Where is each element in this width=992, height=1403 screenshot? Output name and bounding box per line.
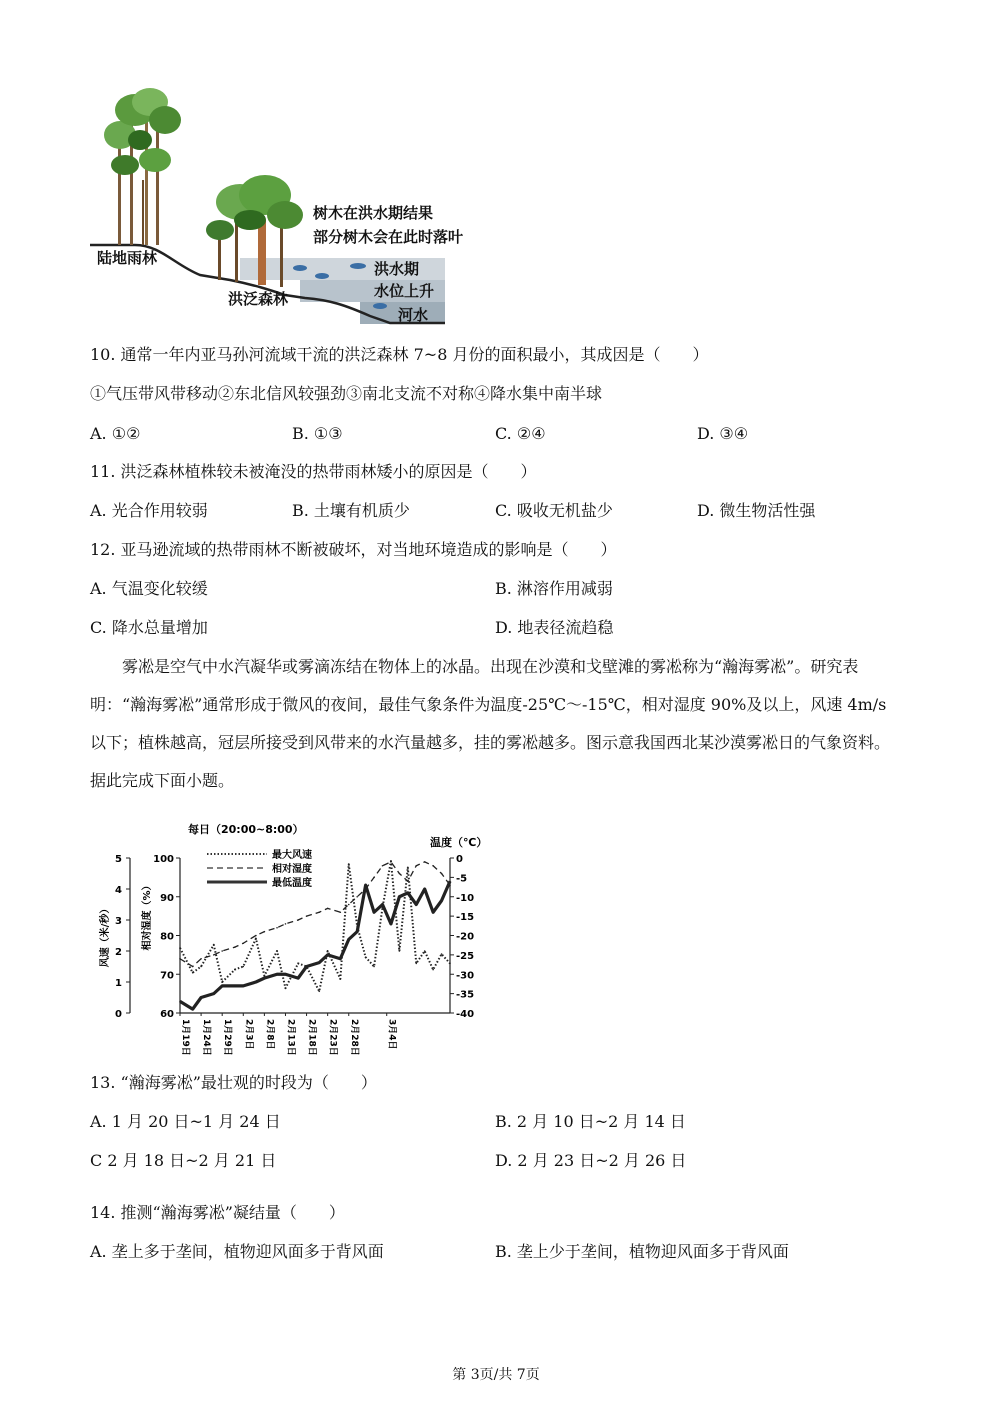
question-14-option-b[interactable]: B. 垄上少于垄间，植物迎风面多于背风面 <box>495 1242 789 1261</box>
data-point <box>255 935 257 937</box>
data-point <box>200 997 202 999</box>
data-point <box>192 966 194 968</box>
data-point <box>356 896 358 898</box>
chart-title: 每日（20:00~8:00） <box>188 823 304 836</box>
data-point <box>407 880 409 882</box>
data-point <box>192 972 194 974</box>
data-point <box>255 938 257 940</box>
temp-tick-label: -15 <box>456 912 475 924</box>
data-point <box>242 985 244 987</box>
data-point <box>382 904 384 906</box>
data-point <box>382 865 384 867</box>
label-fruit-note-2: 部分树木会在此时落叶 <box>313 228 464 246</box>
wind-axis-label: 风速（米/秒） <box>100 903 111 968</box>
question-13-option-b[interactable]: B. 2 月 10 日~2 月 14 日 <box>495 1112 686 1131</box>
data-point <box>415 865 417 867</box>
data-point <box>348 939 350 941</box>
question-13-option-d[interactable]: D. 2 月 23 日~2 月 26 日 <box>495 1151 687 1170</box>
data-point <box>449 880 451 882</box>
humidity-axis-label: 相对湿度（%） <box>142 880 153 951</box>
label-fruit-note-1: 树木在洪水期结果 <box>313 204 434 222</box>
question-11-option-c[interactable]: C. 吸收无机盐少 <box>495 501 613 520</box>
data-point <box>407 892 409 894</box>
question-13-option-a[interactable]: A. 1 月 20 日~1 月 24 日 <box>90 1112 281 1131</box>
temp-tick-label: 0 <box>456 854 463 865</box>
humidity-tick-label: 80 <box>160 931 174 943</box>
wind-tick-label: 4 <box>115 885 122 896</box>
data-point <box>255 981 257 983</box>
data-point <box>200 958 202 960</box>
data-point <box>234 969 236 971</box>
wind-tick-label: 3 <box>115 916 122 927</box>
x-tick-label: 1月19日 <box>180 1019 190 1056</box>
data-point <box>432 865 434 867</box>
question-10-option-a[interactable]: A. ①② <box>90 424 141 443</box>
data-point <box>285 987 287 989</box>
data-point <box>373 911 375 913</box>
data-point <box>327 954 329 956</box>
data-point <box>424 950 426 952</box>
wind-tick-label: 0 <box>115 1009 122 1020</box>
data-point <box>318 962 320 964</box>
data-point <box>179 958 181 960</box>
question-12-option-a[interactable]: A. 气温变化较缓 <box>90 579 208 598</box>
data-point <box>441 900 443 902</box>
data-point <box>356 931 358 933</box>
data-point <box>432 911 434 913</box>
data-point <box>285 973 287 975</box>
legend-label: 最低温度 <box>272 878 312 889</box>
temp-tick-label: -25 <box>456 950 475 962</box>
x-tick-label: 1月29日 <box>222 1019 233 1056</box>
land-rainforest-trees <box>104 88 181 245</box>
temp-tick-label: -35 <box>456 989 475 1001</box>
question-14-stem: 14. 推测“瀚海雾凇”凝结量（ ） <box>90 1203 345 1222</box>
data-point <box>234 985 236 987</box>
data-point <box>221 985 223 987</box>
data-point <box>441 873 443 875</box>
legend-label: 相对湿度 <box>272 864 312 875</box>
data-point <box>297 963 299 965</box>
wind-tick-label: 1 <box>115 978 122 989</box>
question-13-option-c[interactable]: C 2 月 18 日~2 月 21 日 <box>90 1151 277 1170</box>
data-point <box>213 954 215 956</box>
data-point <box>407 867 409 869</box>
question-10-items: ①气压带风带移动②东北信风较强劲③南北支流不对称④降水集中南半球 <box>90 384 603 403</box>
temp-axis-label: 温度（℃） <box>430 836 488 849</box>
data-point <box>318 991 320 993</box>
series-line-temp <box>180 881 450 1009</box>
data-point <box>179 947 181 949</box>
data-point <box>242 942 244 944</box>
data-point <box>297 919 299 921</box>
data-point <box>213 993 215 995</box>
temp-tick-label: -10 <box>456 892 475 904</box>
data-point <box>306 966 308 968</box>
x-tick-label: 1月24日 <box>201 1019 212 1056</box>
question-14-option-a[interactable]: A. 垄上多于垄间，植物迎风面多于背风面 <box>90 1242 384 1261</box>
question-13-stem: 13. “瀚海雾凇”最壮观的时段为（ ） <box>90 1073 377 1092</box>
x-tick-label: 2月23日 <box>327 1019 338 1056</box>
humidity-tick-label: 90 <box>160 892 174 904</box>
data-point <box>221 950 223 952</box>
temp-tick-label: -5 <box>456 873 468 885</box>
page-footer: 第 3页/共 7页 <box>452 1367 540 1383</box>
data-point <box>373 877 375 879</box>
x-tick-label: 3月4日 <box>386 1019 397 1050</box>
data-point <box>242 966 244 968</box>
data-point <box>390 923 392 925</box>
rainforest-figure <box>90 80 500 330</box>
data-point <box>213 944 215 946</box>
label-flood-period: 洪水期 <box>374 260 420 278</box>
legend-label: 最大风速 <box>272 850 312 861</box>
humidity-tick-label: 70 <box>160 970 174 982</box>
data-point <box>318 911 320 913</box>
data-point <box>390 861 392 863</box>
data-point <box>441 953 443 955</box>
question-12-option-c[interactable]: C. 降水总量增加 <box>90 618 208 637</box>
question-12-option-d[interactable]: D. 地表径流趋稳 <box>495 618 614 637</box>
temp-tick-label: -20 <box>456 931 475 943</box>
rime-passage: 雾凇是空气中水汽凝华或雾滴冻结在物体上的冰晶。出现在沙漠和戈壁滩的雾凇称为“瀚海雾凇”。研究表明：“瀚海雾凇”通常形成于微风的夜间，最佳气象条件为温度-25℃～-15℃，相对湿度 90%及以上，风速 4m/s 以下；植株越高，冠层所接受到风带来的水汽量越多，挂的雾凇越多。图示意我国西北某沙漠雾凇日的气象资料。据此完成下面小题。 <box>90 657 891 790</box>
data-point <box>399 950 401 952</box>
data-point <box>179 1001 181 1003</box>
data-point <box>424 861 426 863</box>
question-12-option-b[interactable]: B. 淋溶作用减弱 <box>495 579 613 598</box>
data-point <box>365 884 367 886</box>
data-point <box>348 863 350 865</box>
data-point <box>415 963 417 965</box>
question-10-option-b[interactable]: B. ①③ <box>292 424 343 443</box>
label-land-rainforest: 陆地雨林 <box>97 249 158 267</box>
label-river: 河水 <box>398 306 429 324</box>
humidity-tick-label: 60 <box>160 1009 174 1020</box>
question-10-stem: 10. 通常一年内亚马孙河流域干流的洪泛森林 7~8 月份的面积最小，其成因是（ ） <box>90 345 709 364</box>
weather-chart-svg <box>92 818 488 1058</box>
humidity-tick-label: 100 <box>153 854 174 865</box>
data-point <box>449 963 451 965</box>
label-water-rise: 水位上升 <box>374 282 435 300</box>
data-point <box>306 915 308 917</box>
data-point <box>297 977 299 979</box>
data-point <box>285 923 287 925</box>
data-point <box>192 1008 194 1010</box>
data-point <box>399 896 401 898</box>
data-point <box>340 958 342 960</box>
question-10-option-c[interactable]: C. ②④ <box>495 424 546 443</box>
data-point <box>264 931 266 933</box>
x-tick-label: 2月18日 <box>306 1019 317 1056</box>
x-tick-label: 2月13日 <box>285 1019 296 1056</box>
question-11-option-d[interactable]: D. 微生物活性强 <box>697 501 816 520</box>
data-point <box>221 981 223 983</box>
data-point <box>276 973 278 975</box>
x-tick-label: 2月8日 <box>264 1019 275 1050</box>
rainforest-illustration <box>90 80 500 330</box>
data-point <box>327 950 329 952</box>
data-point <box>200 966 202 968</box>
x-tick-label: 2月28日 <box>348 1019 359 1056</box>
data-point <box>365 956 367 958</box>
wind-tick-label: 5 <box>115 854 122 865</box>
question-12-stem: 12. 亚马逊流域的热带雨林不断被破坏，对当地环境造成的影响是（ ） <box>90 540 617 559</box>
data-point <box>327 908 329 910</box>
data-point <box>415 904 417 906</box>
question-10-option-d[interactable]: D. ③④ <box>697 424 749 443</box>
data-point <box>373 966 375 968</box>
label-flooded-forest: 洪泛森林 <box>228 290 289 308</box>
question-11-stem: 11. 洪泛森林植株较未被淹没的热带雨林矮小的原因是（ ） <box>90 462 537 481</box>
data-point <box>340 978 342 980</box>
data-point <box>399 873 401 875</box>
data-point <box>340 911 342 913</box>
x-tick-label: 2月3日 <box>243 1019 254 1050</box>
wind-tick-label: 2 <box>115 947 122 958</box>
question-11-option-a[interactable]: A. 光合作用较弱 <box>90 501 208 520</box>
data-point <box>276 950 278 952</box>
temp-tick-label: -30 <box>456 970 475 982</box>
weather-chart <box>92 818 488 1058</box>
data-point <box>348 904 350 906</box>
question-11-option-b[interactable]: B. 土壤有机质少 <box>292 501 410 520</box>
data-point <box>432 969 434 971</box>
temp-tick-label: -40 <box>456 1009 475 1020</box>
data-point <box>424 888 426 890</box>
data-point <box>234 946 236 948</box>
data-point <box>264 977 266 979</box>
series-line-humidity <box>180 862 450 967</box>
data-point <box>276 927 278 929</box>
